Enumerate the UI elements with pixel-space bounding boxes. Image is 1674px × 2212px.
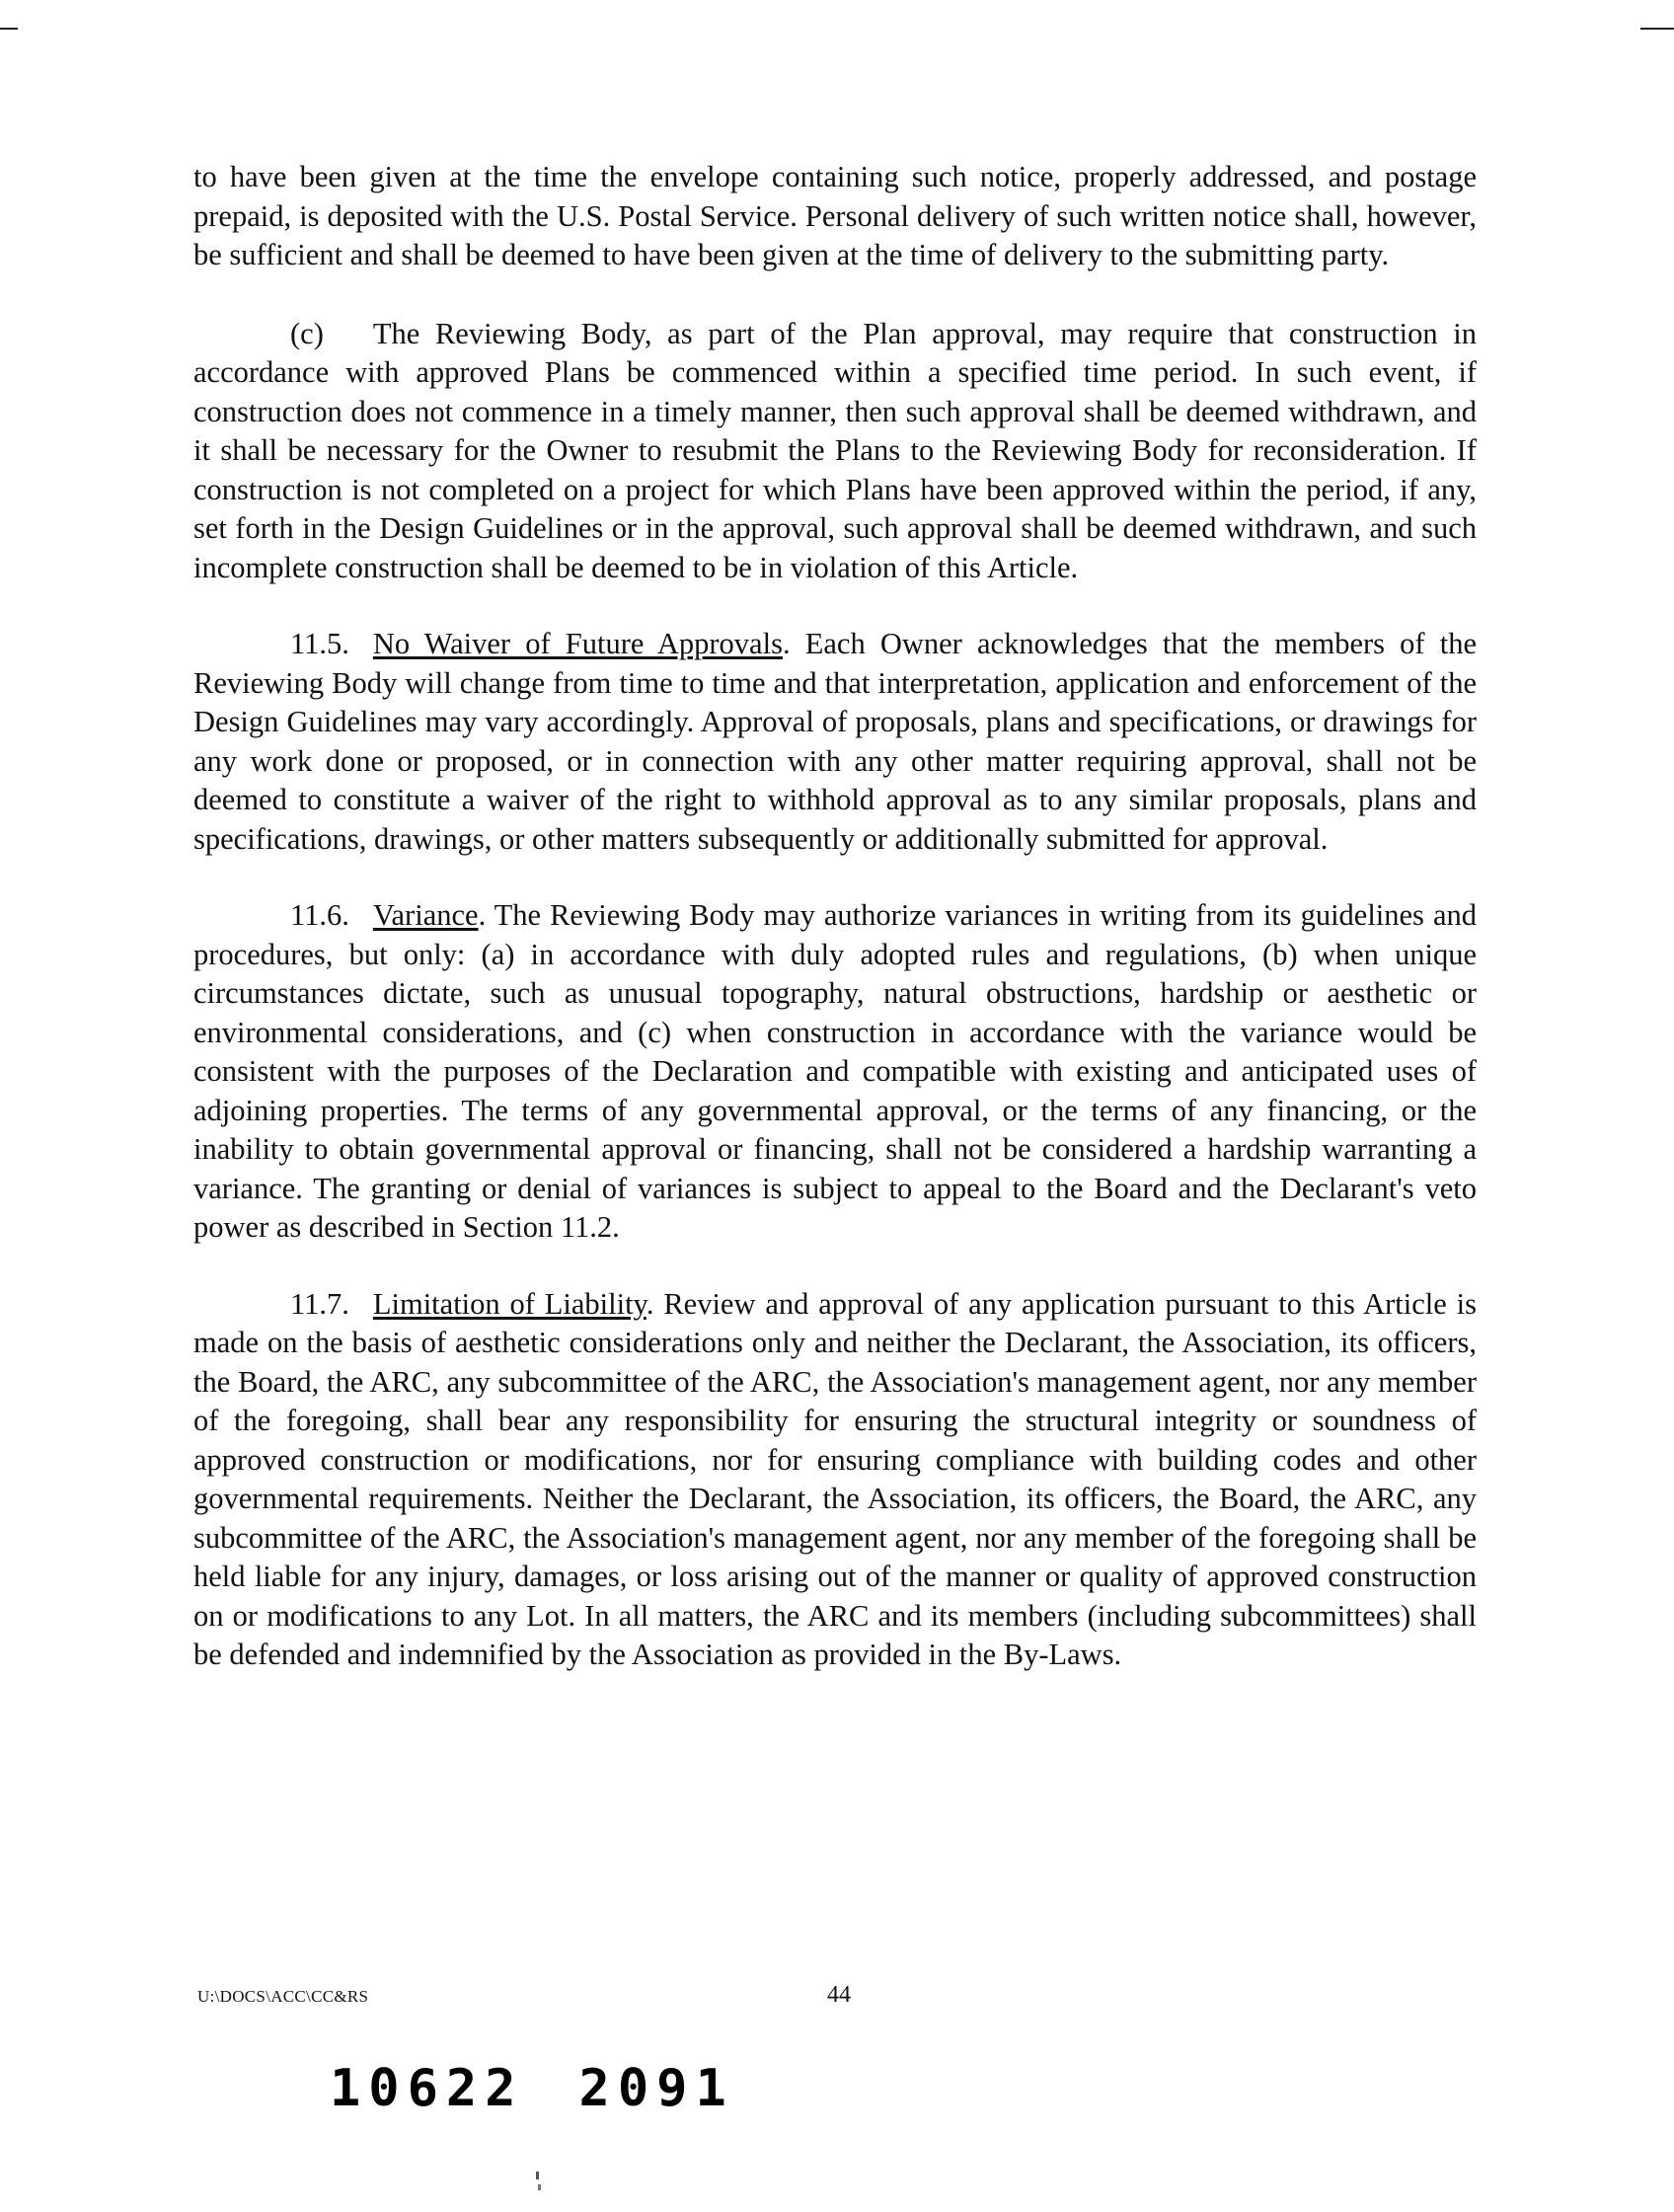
- scan-artifact-mark: [536, 2172, 539, 2179]
- section-text: . Review and approval of any application pursuant to this Article is made on the basis of aesthetic considerations only and neither the Declarant, the Association, its officers, the Board, the ARC, any subcommittee of the ARC, the Association's management agent, nor any member of the foregoing, shall bear any responsibility for ensuring the structural integrity or soundness of approved construction or modifications, nor for ensuring compliance with building codes and other governmental requirements. Neither the Declarant, the Association, its officers, the Board, the ARC, any subcommittee of the ARC, the Association's management agent, nor any member of the foregoing shall be held liable for any injury, damages, or loss arising out of the manner or quality of approved construction on or modifications to any Lot. In all matters, the ARC and its members (including subcommittees) shall be defended and indemnified by the Association as provided in the By-Laws.: [193, 1286, 1477, 1671]
- document-body: [193, 158, 1477, 1713]
- paragraph-notice-continuation: to have been given at the time the envelope containing such notice, properly addressed, and postage prepaid, is deposited with the U.S. Postal Service. Personal delivery of such written notice shall, however, be sufficient and shall be deemed to have been given at the time of delivery to the submitting party.: [193, 160, 1477, 271]
- recording-stamp: [330, 2059, 734, 2118]
- section-text: . The Reviewing Body may authorize variances in writing from its guidelines and procedures, but only: (a) in accordance with duly adopted rules and regulations, (b) when unique circumstances dictate, such as unusual topography, natural obstructions, hardship or aesthetic or environmental considerations, and (c) when construction in accordance with the variance would be consistent with the purposes of the Declaration and compatible with existing and anticipated uses of adjoining properties. The terms of any governmental approval, or the terms of any financing, or the inability to obtain governmental approval or financing, shall not be considered a hardship warranting a variance. The granting or denial of variances is subject to appeal to the Board and the Declarant's veto power as described in Section 11.2.: [193, 898, 1477, 1244]
- footer-page-number: 44: [827, 1982, 851, 2008]
- section-heading: Limitation of Liability: [372, 1286, 647, 1321]
- section-heading: No Waiver of Future Approvals: [372, 627, 783, 660]
- scan-edge-mark-right: [1640, 28, 1674, 30]
- stamp-page-number: 2091: [578, 2059, 734, 2118]
- section-number: 11.7.: [290, 1286, 349, 1321]
- paragraph-label: (c): [290, 316, 324, 350]
- section-number: 11.6.: [290, 898, 349, 932]
- footer-file-path: U:\DOCS\ACC\CC&RS: [197, 1987, 369, 2006]
- section-text: . Each Owner acknowledges that the members of the Reviewing Body will change from time to time and that interpretation, application and enforcement of the Design Guidelines may vary accordingly. Approval of proposals, plans and specifications, or drawings for any work done or proposed, or in connection with any other matter requiring approval, shall not be deemed to constitute a waiver of the right to withhold approval as to any similar proposals, plans and specifications, drawings, or other matters subsequently or additionally submitted for approval.: [193, 627, 1478, 856]
- section-heading: Variance: [372, 898, 479, 932]
- paragraph-text: The Reviewing Body, as part of the Plan approval, may require that construction in accordance with approved Plans be commenced within a specified time period. In such event, if construction does not commence in a timely manner, then such approval shall be deemed withdrawn, and it shall be necessary for the Owner to resubmit the Plans to the Reviewing Body for reconsideration. If construction is not completed on a project for which Plans have been approved within the period, if any, set forth in the Design Guidelines or in the approval, such approval shall be deemed withdrawn, and such incomplete construction shall be deemed to be in violation of this Article.: [193, 316, 1477, 584]
- scan-edge-mark-left: [0, 28, 18, 30]
- scan-artifact-mark: [538, 2184, 541, 2190]
- paragraph-c: [193, 315, 1477, 588]
- section-11-7: [193, 1285, 1477, 1675]
- stamp-book-number: 10622: [330, 2059, 524, 2118]
- section-11-5: [193, 625, 1477, 859]
- section-11-6: [193, 896, 1477, 1248]
- section-number: 11.5.: [290, 627, 349, 660]
